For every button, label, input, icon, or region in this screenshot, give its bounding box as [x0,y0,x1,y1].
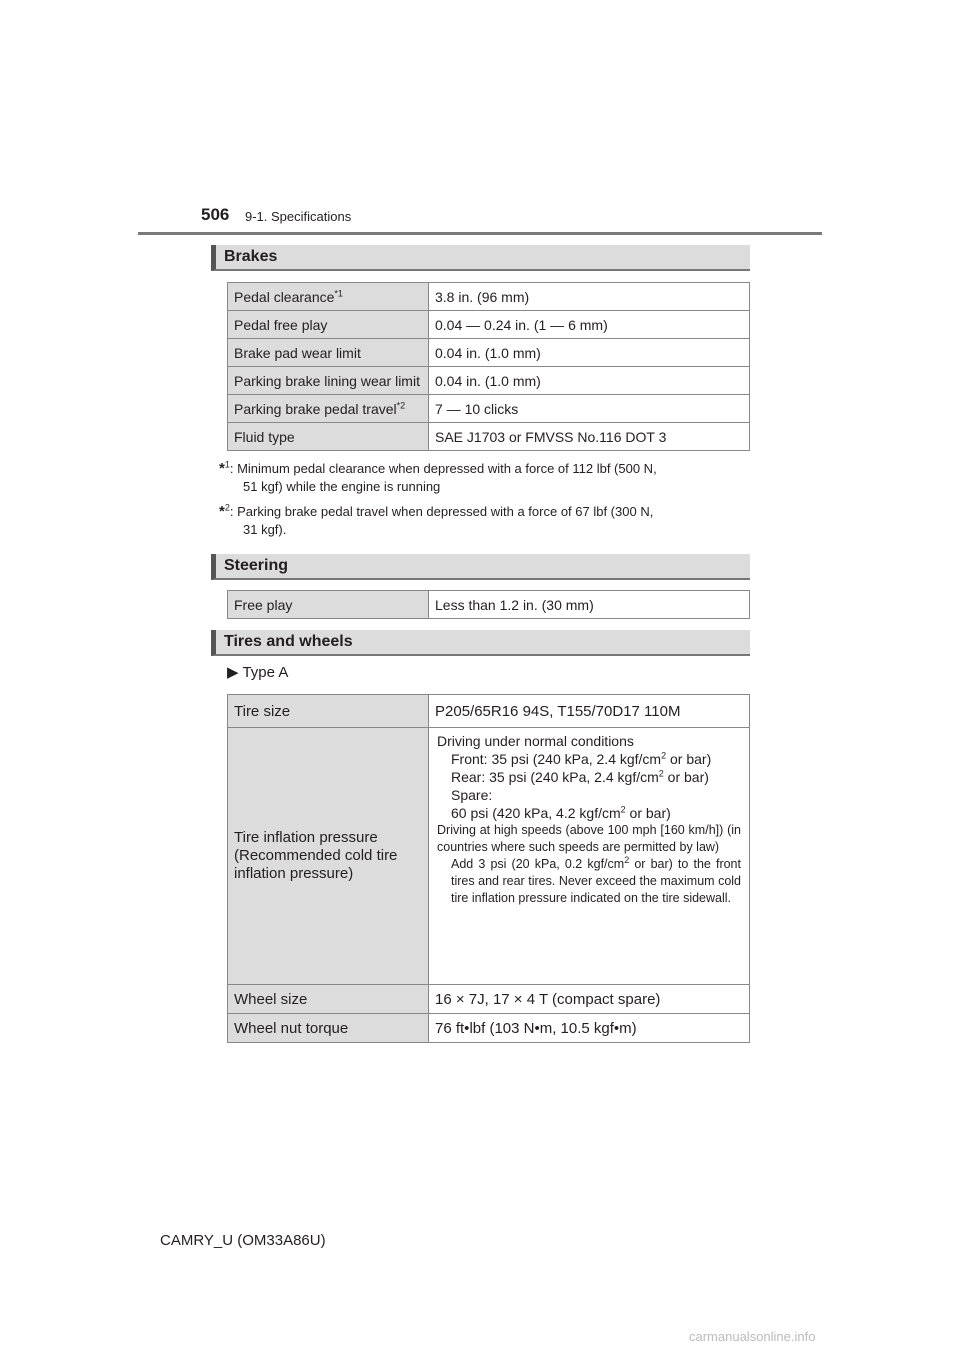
table-row [228,591,750,619]
footnote-ref: *1 [334,287,343,298]
row-value: Less than 1.2 in. (30 mm) [429,591,750,619]
row-value: 3.8 in. (96 mm) [429,283,750,311]
watermark: carmanualsonline.info [689,1329,816,1344]
row-label: Parking brake lining wear limit [228,367,429,395]
section-heading-brakes: Brakes [211,245,750,271]
row-value: P205/65R16 94S, T155/70D17 110M [429,695,750,728]
footnote-1: *$^1$: Minimum pedal clearance when depressed with a force of 112 lbf (500 N, 51 kgf) while the engine is running [219,459,657,494]
page-number: 506 [201,205,230,224]
row-value: 76 ft•lbf (103 N•m, 10.5 kgf•m) [429,1014,750,1043]
section-heading-steering: Steering [211,554,750,580]
row-value: 7 — 10 clicks [429,395,750,423]
row-label: Pedal clearance$^{*1}$ [228,283,429,311]
table-row [228,1014,750,1043]
steering-table [227,590,750,619]
row-label: Free play [228,591,429,619]
table-row [228,283,750,311]
footnote-ref: *2 [396,399,406,410]
brakes-table [227,282,750,451]
row-value: SAE J1703 or FMVSS No.116 DOT 3 [429,423,750,451]
footnote-2: *$^2$: Parking brake pedal travel when depressed with a force of 67 lbf (300 N, 31 kgf). [219,502,654,537]
section-heading-tires: Tires and wheels [211,630,750,656]
row-label: Tire size [228,695,429,728]
table-row [228,395,750,423]
row-label: Parking brake pedal travel$^{*2}$ [228,395,429,423]
table-row [228,423,750,451]
type-a-label: ▶ Type A [227,664,289,681]
row-label: Tire inflation pressure (Recommended cold tire inflation pressure) [228,728,429,985]
table-row [228,985,750,1014]
footer-model: CAMRY_U (OM33A86U) [160,1232,326,1249]
row-value: 16 × 7J, 17 × 4 T (compact spare) [429,985,750,1014]
row-label: Wheel nut torque [228,1014,429,1043]
triangle-bullet-icon: ▶ [227,664,239,681]
tires-table [227,694,750,1043]
table-row [228,339,750,367]
table-row [228,367,750,395]
row-label: Fluid type [228,423,429,451]
row-value: Driving under normal conditions Front: 35 psi (240 kPa, 2.4 kgf/$cm^2$ or bar) Rear: 35 psi (240 kPa, 2.4 kgf/$cm^2$ or bar) Spare: 60 psi (420 kPa, 4.2 kgf/$cm^2$ or bar) Driving at high speeds (above 100 mph [160 km/h]) (in countries where such speeds are permitted by law) Add 3 psi (20 kPa, 0.2 kgf/$cm^2$ or bar) to the front tires and rear tires. Never exceed the maximum cold tire inflation pressure indicated on the tire sidewall. [429,728,750,985]
row-value: 0.04 in. (1.0 mm) [429,367,750,395]
row-value: 0.04 in. (1.0 mm) [429,339,750,367]
chapter-title: 9-1. Specifications [245,209,352,224]
header-rule [138,232,822,235]
row-label: Brake pad wear limit [228,339,429,367]
table-row [228,695,750,728]
table-row [228,311,750,339]
row-label: Pedal free play [228,311,429,339]
row-value: 0.04 — 0.24 in. (1 — 6 mm) [429,311,750,339]
table-row [228,728,750,985]
row-label: Wheel size [228,985,429,1014]
